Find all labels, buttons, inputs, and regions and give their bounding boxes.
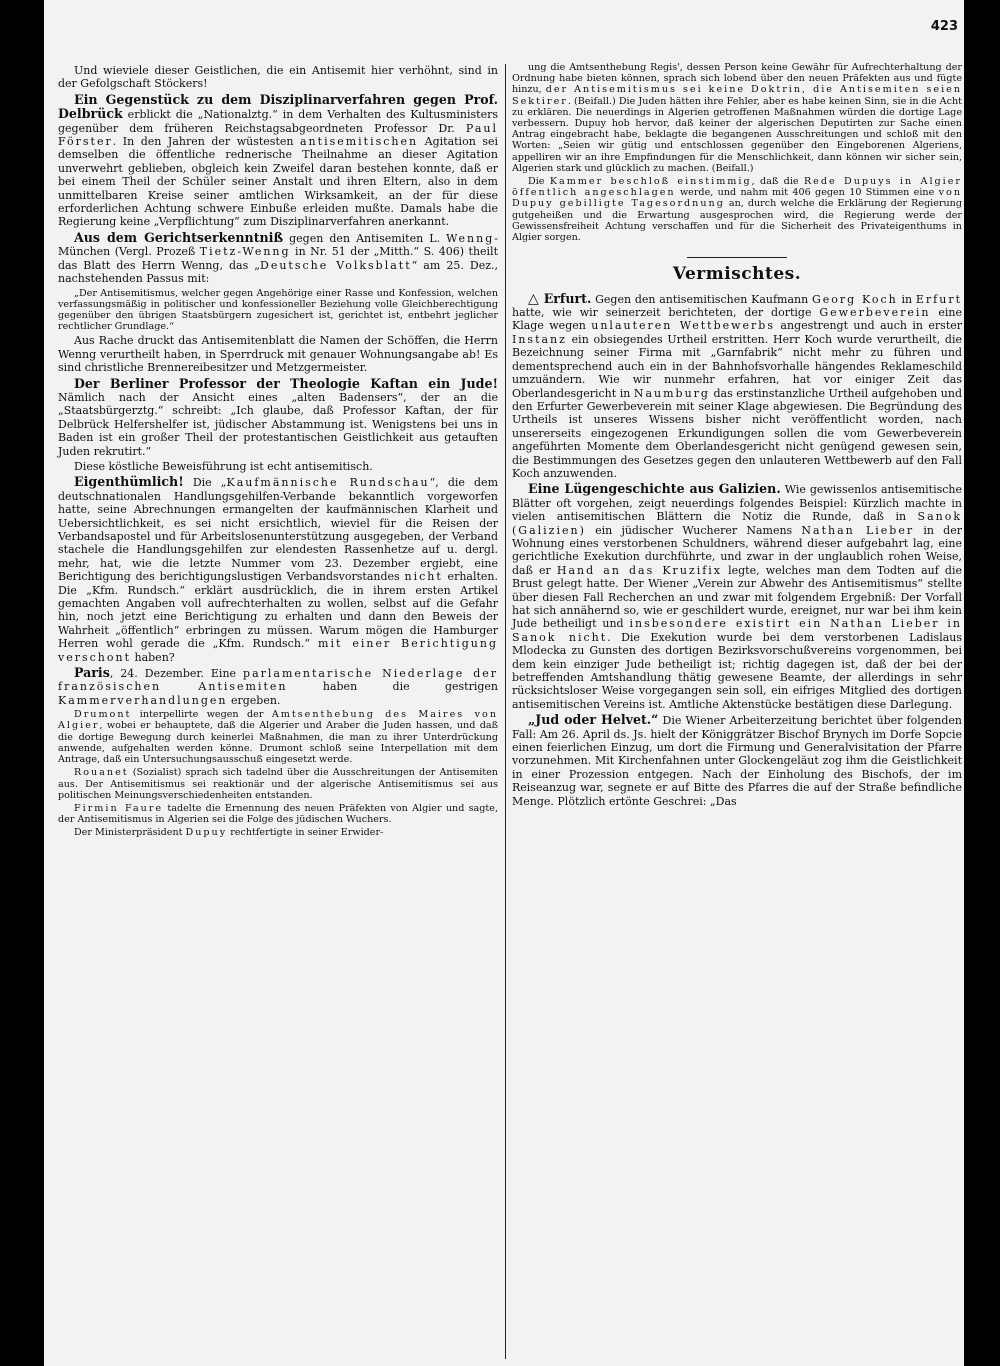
triangle-icon: △ — [528, 290, 540, 307]
article-heading: Der Berliner Professor der Theologie Kaftan ein Jude! — [74, 375, 498, 391]
left-column — [58, 64, 498, 841]
paragraph: Aus Rache druckt das Antisemitenblatt die Namen der Schöffen, die Herrn Wenng verurtheilt haben, in Sperrdruck mit genauer Wohnungsangabe ab! Es sind christliche Brennereibesitzer und Metzgermeister. — [58, 334, 498, 375]
paragraph: ung die Amtsenthebung Regis', dessen Person keine Gewähr für Aufrechterhaltung der Ordnung habe bieten können, sprach sich lobend über den neuen Präfekten aus und fügte hinzu, der Antisemitismus sei keine Doktrin, die Antisemiten seien Sektirer. (Beifall.) Die Juden hätten ihre Fehler, aber es habe keinen Sinn, sie in die Acht zu erklären. Die neuerdings in Algerien getroffenen Maßnahmen würden die dortige Lage verbessern. Dupuy hob hervor, daß keiner der algerischen Deputirten zur Sache einen Antrag eingebracht habe, beklagte die begangenen Ausschreitungen und schloß mit den Worten: „Seien wir gütig und entschlossen gegenüber den Eingeborenen Algeriens, appelliren wir an ihre Empfindungen für die Menschlichkeit, dann können wir sicher sein, Algerien stark und glücklich zu machen. (Beifall.) — [512, 62, 962, 174]
paragraph: Firmin Faure tadelte die Ernennung des neuen Präfekten von Algier und sagte, der Antisemitismus in Algerien sei die Folge des jüdischen Wuchers. — [58, 802, 498, 826]
article-stoecker-delbrueck: Ein Gegenstück zu dem Disziplinarverfahren gegen Prof. Delbrück erblickt die „Nationalztg.“ in dem Verhalten des Kultusministers gegenüber dem früheren Reichstagsabgeordneten Professor Dr. Paul Förster. In den Jahren der wüstesten antisemitischen Agitation sei demselben die öffentliche rednerische Theilnahme an dieser Agitation unverwehrt geblieben, obgleich kein Zweifel daran bestehen konnte, daß er bei einem Theil der Schüler seiner Anstalt und ihren Eltern, also in dem unmittelbaren Kreise seiner amtlichen Wirksamkeit, an der für diese erforderlichen Achtung schwere Einbuße erleiden mußte. Damals habe die Regierung keine „Verpflichtung“ zum Disziplinarverfahren anerkannt. — [58, 91, 498, 229]
right-column — [512, 62, 962, 810]
article-paris: Paris, 24. Dezember. Eine parlamentarische Niederlage der französischen Antisemiten haben die gestrigen Kammerverhandlungen ergeben. — [58, 665, 499, 707]
article-kaftan: Der Berliner Professor der Theologie Kaftan ein Jude! Nämlich nach der Ansicht eines „alten Badensers“, der an die „Staatsbürgerztg.“ schreibt: „Ich glaube, daß Professor Kaftan, der für Delbrück Helfershelfer ist, jüdischer Abstammung ist. Wenigstens bei uns in Baden ist ein großer Theil der protestantischen Geistlichkeit aus getauften Juden rekrutirt.“ — [58, 375, 498, 458]
paragraph: Diese köstliche Beweisführung ist echt antisemitisch. — [74, 459, 373, 473]
column-divider — [505, 64, 506, 1359]
article-jud-oder-helvet: „Jud oder Helvet.“ Die Wiener Arbeiterzeitung berichtet über folgenden Fall: Am 26. April ds. Js. hielt der Königgrätzer Bischof Brynych im Dorfe Sopcie einen feierlichen Einzug, um dort die Firmung und Generalvisitation der Pfarre vorzunehmen. Mit Kirchenfahnen unter Glockengeläut zog ihm die Geistlichkeit in einer Prozession entgegen. Nach der Einholung des Bischofs, der im Reiseanzug war, segnete er auf Bitte des Pfarres die auf der Straße befindliche Menge. Plötzlich ertönte Geschrei: „Das — [512, 712, 962, 808]
article-eigenthuemlich: Eigenthümlich! Die „Kaufmännische Rundschau“, die dem deutschnationalen Handlungsgehilfen-Verbande bekanntlich vorgeworfen hatte, seine Abrechnungen ermangelten der kaufmännischen Klarheit und Uebersichtlichkeit, es sei nicht ersichtlich, wieviel für die Reisen der Verbandsapostel und für Arbeitslosenunterstützung ausgegeben, der Verband stachele die Handlungsgehilfen zur elendesten Rassenhetze auf u. dergl. mehr, hat, wie die letzte Nummer vom 23. Dezember ergiebt, eine Berichtigung des berichtigungslustigen Verbandsvorstandes nicht erhalten. Die „Kfm. Rundsch.“ erklärt ausdrücklich, die in ihrem ersten Artikel gemachten Angaben voll aufrechterhalten zu wollen, selbst auf die Gefahr hin, noch jetzt eine Berichtigung zu erhalten und dann den Beweis der Wahrheit „öffentlich“ erbringen zu müssen. Warum mögen die Hamburger Herren wohl gerade die „Kfm. Rundsch.“ mit einer Berichtigung verschont haben? — [58, 474, 498, 664]
paragraph: Rouanet (Sozialist) sprach sich tadelnd über die Ausschreitungen der Antisemiten aus. Der Antisemitismus sei reaktionär und der algerische Antisemitismus sei aus politischen Meinungsverschiedenheiten entstanden. — [58, 767, 498, 801]
article-erfurt: △ Erfurt. Gegen den antisemitischen Kaufmann Georg Koch in Erfurt hatte, wie wir seinerzeit berichteten, der dortige Gewerbeverein eine Klage wegen unlauteren Wettbewerbs angestrengt und auch in erster Instanz ein obsiegendes Urtheil erstritten. Herr Koch wurde verurtheilt, die Bezeichnung seiner Firma mit „Garnfabrik“ nicht mehr zu führen und dementsprechend auch ein in der Bahnhofsvorhalle hängendes Reklameschild umzuändern. Wie wir nunmehr erfahren, hat vor einiger Zeit das Oberlandesgericht in Naumburg das erstinstanzliche Urtheil aufgehoben und den Erfurter Gewerbeverein mit seiner Klage abgewiesen. Die Begründung des Urtheils ist unseres Wissens bisher nicht veröffentlicht worden, nach unsererseits eingezogenen Erkundigungen sollen die vom Gewerbeverein angeführten Momente dem Oberlandesgericht nicht genügend gewesen sein, die Bestimmungen des Gesetzes gegen den unlauteren Wettbewerb auf den Fall Koch anzuwenden. — [512, 290, 963, 480]
section-rule — [687, 257, 787, 258]
newspaper-page — [44, 0, 964, 1366]
paragraph: Die Kammer beschloß einstimmig, daß die Rede Dupuys in Algier öffentlich angeschlagen werde, und nahm mit 406 gegen 10 Stimmen eine von Dupuy gebilligte Tagesordnung an, durch welche die Erklärung der Regierung gutgeheißen und die Erwartung ausgesprochen wird, die Regierung werde der Gewissensfreiheit Achtung verschaffen und für die Sicherheit des Privateigenthums in Algier sorgen. — [512, 176, 963, 244]
article-heading: „Jud oder Helvet.“ — [528, 712, 659, 728]
article-heading: Erfurt. — [539, 290, 592, 306]
paragraph: Der Ministerpräsident Dupuy rechtfertigte in seiner Erwider- — [74, 827, 384, 839]
page-number: 423 — [930, 19, 958, 34]
article-heading: Paris — [74, 665, 110, 681]
quotation: „Der Antisemitismus, welcher gegen Angehörige einer Rasse und Konfession, welchen verfassungsmäßig in politischer und konfessioneller Beziehung volle Gleichberechtigung gegenüber den übrigen Staatsbürgern zugesichert ist, gerichtet ist, entbehrt jeglicher rechtlicher Grundlage.“ — [58, 287, 498, 333]
article-heading: Eigenthümlich! — [74, 474, 184, 490]
article-galizien: Eine Lügengeschichte aus Galizien. Wie gewissenlos antisemitische Blätter oft vorgehen, zeigt neuerdings folgendes Beispiel: Kürzlich machte in vielen antisemitischen Blättern die Notiz die Runde, daß in Sanok (Galizien) ein jüdischer Wucherer Namens Nathan Lieber in der Wohnung eines verstorbenen Schuldners, während dieser aufgebahrt lag, eine gerichtliche Exekution durchführte, und zwar in der unglaublich rohen Weise, daß er Hand an das Kruzifix legte, welches man dem Todten auf die Brust gelegt hatte. Der Wiener „Verein zur Abwehr des Antisemitismus“ stellte über diesen Fall Recherchen an und zwar mit folgendem Ergebniß: Der Vorfall hat sich annähernd so, wie er geschildert wurde, ereignet, nur war bei ihm kein Jude betheiligt und insbesondere existirt ein Nathan Lieber in Sanok nicht. Die Exekution wurde bei dem verstorbenen Ladislaus Mlodecka zu Gunsten des dortigen Bezirksvorschußvereins vorgenommen, bei dem kein einziger Jude betheiligt ist; richtig dagegen ist, daß der bei der betreffenden Amtshandlung thätig gewesene Beamte, der allerdings in sehr rücksichtsloser Weise vorgegangen sein soll, ein eifriges Mitglied des dortigen antisemitischen Vereins ist. Amtliche Aktenstücke bestätigen diese Darlegung. — [512, 481, 963, 711]
article-heading: Eine Lügengeschichte aus Galizien. — [528, 481, 781, 497]
paragraph: Drumont interpellirte wegen der Amtsenthebung des Maires von Algier, wobei er behauptete, daß die Algerier und Araber die Juden hassen, und daß die dortige Bewegung durch keinerlei Maßnahmen, die man zu ihrer Unterdrückung anwende, aufgehalten werden könne. Drumont schloß seine Interpellation mit dem Antrage, daß ein Untersuchungsausschuß eingesetzt werde. — [58, 709, 499, 766]
article-gerichtserkenntniss: Aus dem Gerichtserkenntniß gegen den Antisemiten L. Wenng-München (Vergl. Prozeß Tietz-Wenng in Nr. 51 der „Mitth.“ S. 406) theilt das Blatt des Herrn Wenng, das „Deutsche Volksblatt“ am 25. Dez., nachstehenden Passus mit: — [58, 229, 498, 286]
paragraph: Und wieviele dieser Geistlichen, die ein Antisemit hier verhöhnt, sind in der Gefolgschaft Stöckers! — [58, 64, 498, 91]
section-title: Vermischtes. — [672, 264, 802, 285]
article-heading: Aus dem Gerichtserkenntniß — [74, 229, 284, 245]
article-heading: Ein Gegenstück zu dem Disziplinarverfahren gegen Prof. Delbrück — [58, 91, 498, 122]
